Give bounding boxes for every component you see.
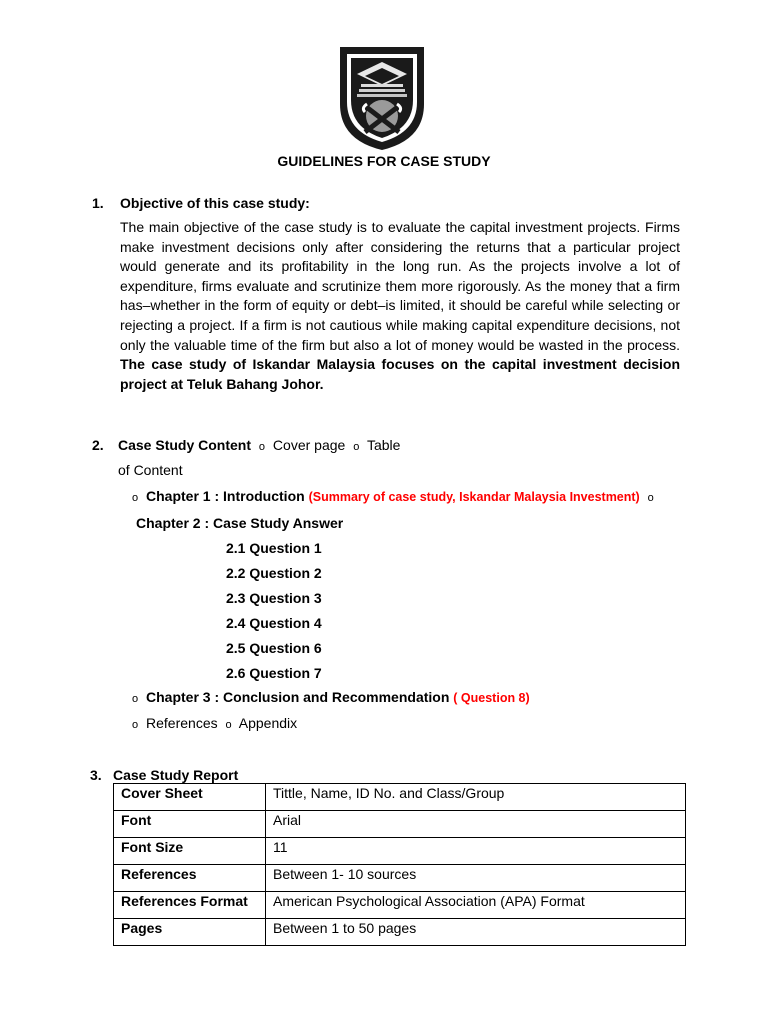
section-1-paragraph — [120, 218, 680, 394]
question-item: 2.6 Question 7 — [226, 665, 322, 681]
page-title: GUIDELINES FOR CASE STUDY — [277, 153, 491, 169]
table-key: Cover Sheet — [114, 784, 266, 811]
table-row — [114, 919, 686, 946]
table-key: Font — [114, 811, 266, 838]
content-table-part1: Table — [366, 437, 401, 453]
chapter-1-note: (Summary of case study, Iskandar Malaysia Investment) — [308, 490, 640, 504]
section-1-body: The main objective of the case study is to evaluate the capital investment projects. Firms make investment decisions only after considering the returns that a particular project would generate and its profitability in the long run. As the projects involve a lot of expenditure, firms evaluate and scrutinize them more rigorously. As the money that a firm has–whether in the form of equity or debt–is limited, it should be careful while selecting or rejecting a project. If a firm is not cautious while making capital expenditure decisions, not only the valuable time of the firm but also a lot of money would be wasted in the process. — [120, 219, 680, 353]
bullet-icon: o — [132, 492, 139, 504]
table-row — [114, 811, 686, 838]
table-row — [114, 784, 686, 811]
table-value: Between 1 to 50 pages — [266, 919, 686, 946]
table-value: Tittle, Name, ID No. and Class/Group — [266, 784, 686, 811]
table-value: 11 — [266, 838, 686, 865]
table-key: Font Size — [114, 838, 266, 865]
chapter-1-line — [132, 488, 658, 504]
university-crest-icon — [337, 44, 427, 152]
table-row — [114, 892, 686, 919]
section-1-heading: Objective of this case study: — [120, 195, 310, 211]
table-key: Pages — [114, 919, 266, 946]
question-item: 2.4 Question 4 — [226, 615, 322, 631]
bullet-icon: o — [225, 719, 232, 731]
references-appendix-line — [132, 715, 297, 731]
table-key: References Format — [114, 892, 266, 919]
chapter-3-label: Chapter 3 : Conclusion and Recommendation — [146, 689, 450, 705]
bullet-icon: o — [353, 441, 360, 453]
section-2-heading: Case Study Content — [118, 437, 252, 453]
bullet-icon: o — [647, 492, 654, 504]
content-cover-page: Cover page — [272, 437, 346, 453]
question-item: 2.3 Question 3 — [226, 590, 322, 606]
table-row — [114, 865, 686, 892]
bullet-icon: o — [258, 441, 266, 453]
table-value: Between 1- 10 sources — [266, 865, 686, 892]
content-appendix: Appendix — [238, 715, 298, 731]
chapter-2-label: Chapter 2 : Case Study Answer — [136, 515, 344, 531]
section-3-number: 3. — [90, 767, 102, 783]
table-value: American Psychological Association (APA) Format — [266, 892, 686, 919]
chapter-3-note: ( Question 8) — [453, 691, 530, 705]
bullet-icon: o — [132, 719, 139, 731]
question-item: 2.2 Question 2 — [226, 565, 322, 581]
section-2-number: 2. — [92, 437, 104, 453]
section-1-number: 1. — [92, 195, 104, 211]
content-references: References — [146, 715, 218, 731]
table-key: References — [114, 865, 266, 892]
question-item: 2.1 Question 1 — [226, 540, 322, 556]
question-item: 2.5 Question 6 — [226, 640, 322, 656]
content-table-part2: of Content — [118, 462, 183, 478]
table-row — [114, 838, 686, 865]
report-requirements-table — [113, 783, 686, 946]
section-2-first-line — [118, 437, 400, 453]
section-3-heading: Case Study Report — [113, 767, 239, 783]
table-value: Arial — [266, 811, 686, 838]
chapter-3-line — [132, 689, 530, 705]
bullet-icon: o — [132, 693, 139, 705]
chapter-1-label: Chapter 1 : Introduction — [146, 488, 305, 504]
section-1-body-bold: The case study of Iskandar Malaysia focuses on the capital investment decision project at Teluk Bahang Johor. — [120, 356, 680, 392]
